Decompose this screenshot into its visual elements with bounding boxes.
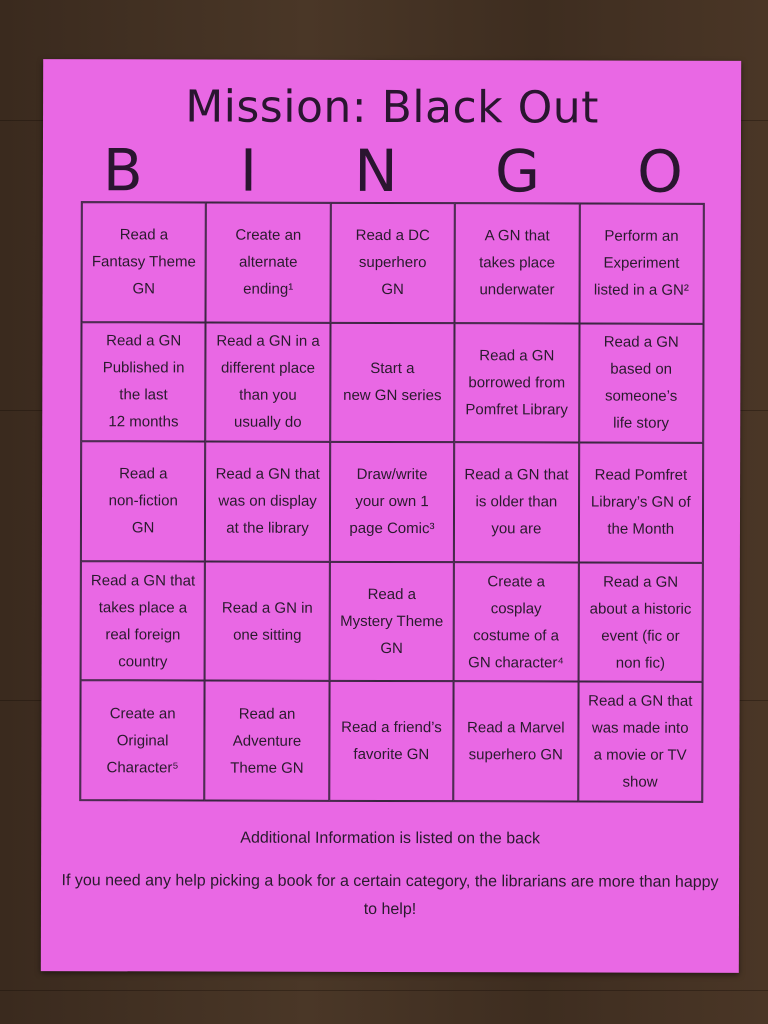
bingo-cell: Draw/write your own 1 page Comic³ xyxy=(330,442,455,562)
bingo-cell: Read Pomfret Library’s GN of the Month xyxy=(578,443,703,563)
bingo-cell: Read a GN that was made into a movie or TV show xyxy=(578,682,703,802)
bingo-header xyxy=(83,137,703,205)
bingo-cell: Read a GN that takes place a real foreign country xyxy=(81,561,206,681)
additional-info-note: Additional Information is listed on the back xyxy=(240,829,541,848)
bingo-cell: Read a Mystery Theme GN xyxy=(329,562,454,682)
bingo-cell: Read a friend’s favorite GN xyxy=(329,681,454,801)
bingo-cell: Read a GN about a historic event (fic or non fic) xyxy=(578,562,703,682)
bingo-cell: Read a GN based on someone’s life story xyxy=(579,323,704,443)
bingo-cell: Create a cosplay costume of a GN character⁴ xyxy=(454,562,579,682)
bingo-cell: Read a GN that is older than you are xyxy=(454,442,579,562)
bingo-letter-i: I xyxy=(239,136,258,205)
bingo-cell: Read a GN borrowed from Pomfret Library xyxy=(454,323,579,443)
bingo-cell: Read a Fantasy Theme GN xyxy=(82,202,207,322)
bingo-cell: Read a non-fiction GN xyxy=(81,441,206,561)
bingo-sheet xyxy=(41,59,741,973)
bingo-letter-g: G xyxy=(494,137,541,206)
bingo-grid xyxy=(79,201,705,803)
sheet-title: Mission: Black Out xyxy=(185,81,599,134)
bingo-cell: A GN that takes place underwater xyxy=(455,203,580,323)
bingo-cell: Read a Marvel superhero GN xyxy=(453,682,578,802)
bingo-cell: Create an Original Character⁵ xyxy=(80,681,205,801)
bingo-cell: Read a GN in a different place than you usually do xyxy=(206,322,331,442)
bingo-letter-b: B xyxy=(102,136,143,205)
bingo-cell: Read a GN in one sitting xyxy=(205,561,330,681)
bingo-letter-n: N xyxy=(354,136,398,206)
bingo-letter-o: O xyxy=(637,137,683,206)
bingo-cell: Read a DC superhero GN xyxy=(330,203,455,323)
bingo-cell: Read a GN that was on display at the library xyxy=(205,442,330,562)
bingo-cell: Create an alternate ending¹ xyxy=(206,203,331,323)
bingo-cell: Perform an Experiment listed in a GN² xyxy=(579,203,704,323)
wood-grain xyxy=(0,990,768,991)
bingo-cell: Start a new GN series xyxy=(330,322,455,442)
bingo-cell: Read a GN Published in the last 12 months xyxy=(81,322,206,442)
help-note: If you need any help picking a book for a certain category, the librarians are more than happy to help! xyxy=(61,872,719,919)
bingo-cell: Read an Adventure Theme GN xyxy=(205,681,330,801)
